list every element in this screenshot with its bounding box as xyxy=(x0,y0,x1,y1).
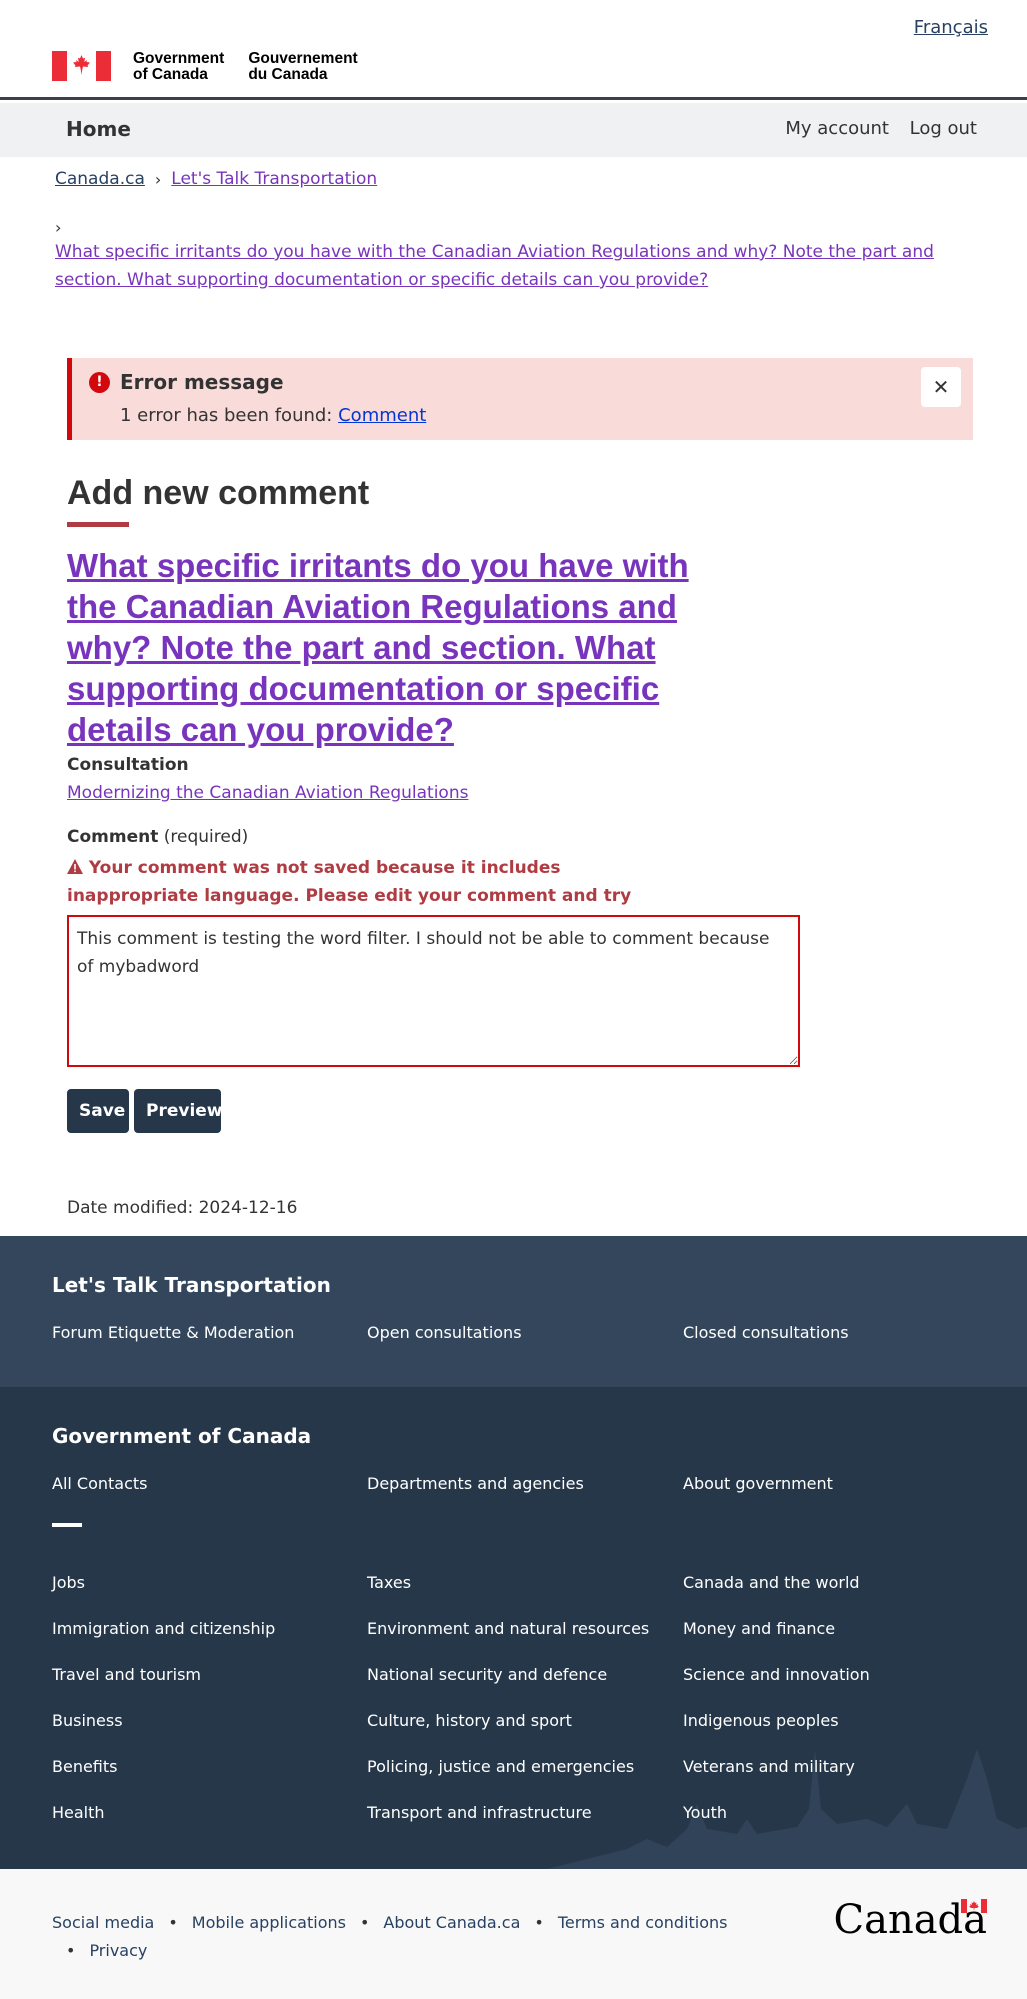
footer-link-environment[interactable]: Environment and natural resources xyxy=(367,1619,650,1638)
footer-link-taxes[interactable]: Taxes xyxy=(367,1573,412,1592)
footer-link-culture[interactable]: Culture, history and sport xyxy=(367,1711,572,1730)
footer-link-benefits[interactable]: Benefits xyxy=(52,1757,118,1776)
signature-english: Government of Canada xyxy=(133,50,225,83)
breadcrumb-current xyxy=(55,218,975,294)
contextual-footer xyxy=(0,1236,1027,1387)
sub-footer-link-social-media[interactable]: Social media xyxy=(52,1913,155,1932)
chevron-right-icon: › xyxy=(55,218,62,237)
save-button[interactable]: Save xyxy=(67,1089,129,1133)
home-link[interactable]: Home xyxy=(66,117,131,141)
warning-icon xyxy=(67,859,83,874)
language-toggle-link[interactable]: Français xyxy=(913,17,988,38)
sub-footer xyxy=(0,1869,1027,1999)
consultation-link[interactable]: Modernizing the Canadian Aviation Regulations xyxy=(67,783,469,803)
sub-footer-link-terms[interactable]: Terms and conditions xyxy=(557,1913,728,1932)
title-underline xyxy=(67,522,129,527)
consultation-label: Consultation xyxy=(67,755,189,775)
footer-link-immigration[interactable]: Immigration and citizenship xyxy=(52,1619,276,1638)
alert-title: Error message xyxy=(120,370,284,394)
signature-french: Gouvernement du Canada xyxy=(248,50,358,83)
sub-footer-link-privacy[interactable]: Privacy xyxy=(89,1941,148,1960)
log-out-link[interactable]: Log out xyxy=(909,118,977,139)
main-footer xyxy=(0,1387,1027,1869)
menu-bar xyxy=(0,103,1027,157)
contextual-footer-title: Let's Talk Transportation xyxy=(52,1273,331,1297)
question-link[interactable]: What specific irritants do you have with the Canadian Aviation Regulations and why? Note the part and section. What supporting documentation or specific details can you provide? xyxy=(67,547,689,748)
footer-divider xyxy=(52,1523,82,1527)
footer-link-transport[interactable]: Transport and infrastructure xyxy=(367,1803,592,1822)
close-alert-button[interactable]: ✕ xyxy=(921,367,961,407)
sub-footer-link-mobile-apps[interactable]: Mobile applications xyxy=(191,1913,346,1932)
canada-wordmark: Canada xyxy=(833,1897,987,1943)
footer-link-policing[interactable]: Policing, justice and emergencies xyxy=(367,1757,635,1776)
error-alert xyxy=(67,358,973,440)
comment-label: Comment (required) xyxy=(67,827,249,847)
government-signature[interactable] xyxy=(52,51,382,83)
footer-link-closed-consultations[interactable]: Closed consultations xyxy=(683,1323,849,1342)
footer-link-canada-world[interactable]: Canada and the world xyxy=(683,1573,860,1592)
breadcrumb xyxy=(55,169,377,189)
date-modified: Date modified: 2024-12-16 xyxy=(67,1198,298,1218)
canada-flag-icon xyxy=(52,51,111,81)
sub-footer-links: Social media • Mobile applications • About Canada.ca • Terms and conditions • Privacy xyxy=(52,1913,728,1960)
comment-error-message: Your comment was not saved because it includes inappropriate language. Please edit your comment and try xyxy=(67,858,632,906)
footer-link-travel[interactable]: Travel and tourism xyxy=(52,1665,201,1684)
footer-link-etiquette[interactable]: Forum Etiquette & Moderation xyxy=(52,1323,295,1342)
error-icon: ! xyxy=(89,372,110,393)
alert-message: 1 error has been found: Comment xyxy=(120,405,427,426)
footer-link-open-consultations[interactable]: Open consultations xyxy=(367,1323,522,1342)
footer-link-security[interactable]: National security and defence xyxy=(367,1665,608,1684)
footer-link-health[interactable]: Health xyxy=(52,1803,105,1822)
breadcrumb-item-canada[interactable]: Canada.ca xyxy=(55,169,145,189)
site-header xyxy=(0,0,1027,100)
footer-link-veterans[interactable]: Veterans and military xyxy=(683,1757,855,1776)
chevron-right-icon: › xyxy=(154,169,162,189)
comment-textarea[interactable] xyxy=(67,915,800,1067)
footer-link-business[interactable]: Business xyxy=(52,1711,123,1730)
preview-button[interactable]: Preview xyxy=(134,1089,221,1133)
footer-link-departments[interactable]: Departments and agencies xyxy=(367,1474,584,1493)
alert-comment-link[interactable]: Comment xyxy=(338,405,427,426)
page-title: Add new comment xyxy=(67,474,370,512)
footer-link-youth[interactable]: Youth xyxy=(683,1803,727,1822)
footer-link-jobs[interactable]: Jobs xyxy=(52,1573,85,1592)
parliament-skyline-icon xyxy=(547,1709,1027,1869)
footer-link-all-contacts[interactable]: All Contacts xyxy=(52,1474,148,1493)
footer-link-indigenous[interactable]: Indigenous peoples xyxy=(683,1711,839,1730)
breadcrumb-item-lets-talk[interactable]: Let's Talk Transportation xyxy=(171,169,378,189)
footer-link-science[interactable]: Science and innovation xyxy=(683,1665,870,1684)
main-footer-title: Government of Canada xyxy=(52,1424,312,1448)
footer-link-about-government[interactable]: About government xyxy=(683,1474,833,1493)
my-account-link[interactable]: My account xyxy=(785,118,889,139)
breadcrumb-item-question[interactable]: What specific irritants do you have with the Canadian Aviation Regulations and why? Note the part and section. What supporting documentation or specific details can you provide? xyxy=(55,242,934,290)
sub-footer-link-about[interactable]: About Canada.ca xyxy=(383,1913,521,1932)
footer-link-money[interactable]: Money and finance xyxy=(683,1619,836,1638)
